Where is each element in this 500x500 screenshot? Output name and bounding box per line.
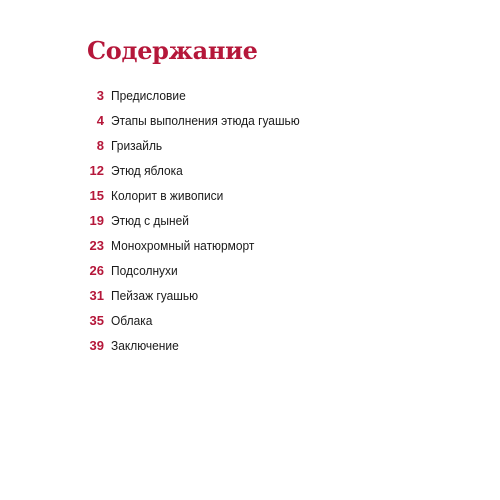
toc-page-number: 23 bbox=[89, 238, 104, 253]
toc-entry[interactable] bbox=[0, 311, 500, 336]
toc-entry-title: Колорит в живописи bbox=[111, 188, 224, 203]
toc-page-number: 4 bbox=[96, 113, 104, 128]
toc-entry[interactable] bbox=[0, 111, 500, 136]
toc-page-number: 3 bbox=[96, 88, 104, 103]
toc-page-number: 39 bbox=[89, 338, 104, 353]
toc-entry[interactable] bbox=[0, 211, 500, 236]
page-title: Содержание bbox=[87, 36, 258, 65]
toc-entry[interactable] bbox=[0, 161, 500, 186]
toc-entry[interactable] bbox=[0, 236, 500, 261]
toc-entry-title: Этюд с дыней bbox=[111, 213, 189, 228]
toc-entry-title: Монохромный натюрморт bbox=[111, 238, 255, 253]
toc-entry-title: Заключение bbox=[111, 338, 179, 353]
toc-entry[interactable] bbox=[0, 336, 500, 361]
toc-entry-title: Предисловие bbox=[111, 88, 186, 103]
table-of-contents bbox=[0, 86, 500, 361]
toc-page-number: 15 bbox=[89, 188, 104, 203]
toc-page-number: 12 bbox=[89, 163, 104, 178]
toc-page-number: 31 bbox=[89, 288, 104, 303]
toc-entry[interactable] bbox=[0, 136, 500, 161]
toc-entry[interactable] bbox=[0, 261, 500, 286]
toc-page-number: 19 bbox=[89, 213, 104, 228]
toc-entry-title: Этапы выполнения этюда гуашью bbox=[111, 113, 300, 128]
toc-entry-title: Подсолнухи bbox=[111, 263, 178, 278]
toc-page-number: 35 bbox=[89, 313, 104, 328]
toc-page-number: 26 bbox=[89, 263, 104, 278]
toc-entry[interactable] bbox=[0, 286, 500, 311]
toc-entry-title: Этюд яблока bbox=[111, 163, 183, 178]
toc-page-number: 8 bbox=[96, 138, 104, 153]
toc-entry[interactable] bbox=[0, 86, 500, 111]
toc-entry[interactable] bbox=[0, 186, 500, 211]
toc-entry-title: Облака bbox=[111, 313, 153, 328]
toc-entry-title: Гризайль bbox=[111, 138, 163, 153]
toc-entry-title: Пейзаж гуашью bbox=[111, 288, 199, 303]
